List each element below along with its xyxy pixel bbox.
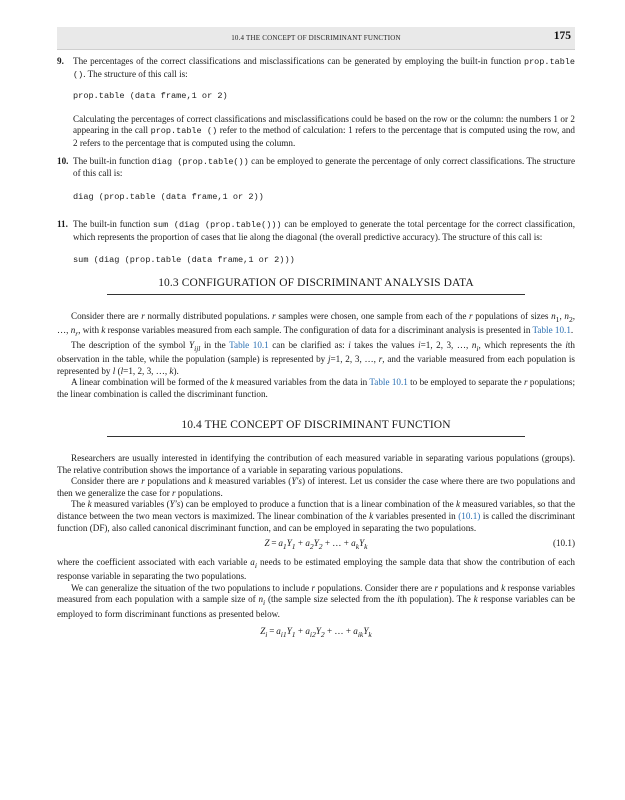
equation-link[interactable]: (10.1) — [458, 510, 481, 521]
item-number: 9. — [57, 56, 64, 66]
table-link[interactable]: Table 10.1 — [532, 325, 571, 336]
equation-10-1: $Z = a_1Y_1 + a_2Y_2$ + … + $a_kY_k$ (10.1) — [264, 538, 575, 551]
paragraph: Consider there are r populations and k measured variables (Y′s) of interest. Let us consider the case where there are two populations and then we generalize the case for r populations. — [57, 476, 576, 498]
list-item-9 — [57, 56, 575, 150]
item-text: The built-in function diag (prop.table()) can be employed to generate the percentage of only correct classifications. The structure of this call is: — [73, 155, 575, 179]
item-number: 11. — [57, 219, 68, 230]
table-link[interactable]: Table 10.1 — [229, 339, 269, 350]
section-10-4-body — [57, 453, 575, 641]
code-block: prop.table (data frame,1 or 2) — [73, 91, 228, 102]
paragraph: A linear combination will be formed of the k measured variables from the data in Table 10.1 to be employed to separate the r populations; the linear combination is called the discriminant function. — [57, 377, 575, 399]
page-number: 175 — [553, 30, 571, 42]
item-text: The built-in function sum (diag (prop.table())) can be employed to generate the total percentage for the correct classification, which represents the proportion of cases that lie along the diagonal (the overall predictive accuracy). The structure of this call is: — [73, 219, 575, 242]
section-heading-10-4 — [107, 420, 525, 437]
equation-zi: $Z_i = a_{i1}Y_1 + a_{i2}Y_2$ + … + $a_{ik}Y_k$ — [260, 626, 372, 639]
section-title: 10.4 THE CONCEPT OF DISCRIMINANT FUNCTION — [181, 419, 451, 432]
section-10-3-body — [57, 311, 575, 401]
section-heading-10-3 — [107, 278, 525, 295]
paragraph: The k measured variables (Y′s) can be employed to produce a function that is a linear combination of the k measured variables, so that the distance between the two mean vectors is maximized. The linear combination of the k variables presented in (10.1) is called the discriminant function (DF), also called canonical discriminant function, and can be employed in separating the two populations. — [57, 499, 576, 533]
item-text: The percentages of the correct classifications and misclassifications can be generated by employing the built-in function prop.table (). The structure of this call is: — [73, 56, 575, 80]
inline-code: diag (prop.table()) — [151, 156, 249, 167]
code-block: diag (prop.table (data frame,1 or 2)) — [73, 191, 264, 202]
page-header — [57, 27, 575, 50]
item-number: 10. — [57, 155, 69, 166]
item-explanation: Calculating the percentages of correct classifications and misclassifications could be based on the row or the column: the numbers 1 or 2 appearing in the call prop.table () refer to the method of calculation: 1 refers to the percentage that is computed using the row, and 2 refers to the percentage that is computed using the column. — [73, 113, 575, 148]
paragraph: The description of the symbol $Y_{ijl}$ in the Table 10.1 can be clarified as: i takes the values i=1, 2, 3, …, $n_i$, which represents the ith observation in the table, while the population (sample) is represented by j=1, 2, 3, …, r, and the variable measured from each population is represented by l (l=1, 2, 3, …, k). — [57, 339, 575, 376]
running-head: 10.4 THE CONCEPT OF DISCRIMINANT FUNCTION — [231, 34, 401, 42]
inline-code: sum (diag (prop.table())) — [152, 220, 282, 231]
paragraph: Consider there are r normally distributed populations. r samples were chosen, one sample from each of the r populations of sizes $n_1$, $n_2$, …, $n_r$, with k response variables measured from each sample. The configuration of data for a discriminant analysis is presented in Table 10.1. — [57, 310, 576, 338]
code-block: sum (diag (prop.table (data frame,1 or 2))) — [73, 254, 295, 265]
paragraph: Researchers are usually interested in identifying the contribution of each measured variable in separating various populations (groups). The relative contribution shows the importance of a variable in separating various populations. — [57, 452, 575, 475]
section-title: 10.3 CONFIGURATION OF DISCRIMINANT ANALYSIS DATA — [158, 277, 474, 290]
inline-code: prop.table () — [150, 126, 218, 137]
page-content — [57, 53, 575, 645]
paragraph: where the coefficient associated with each variable $a_i$ needs to be estimated employing the sample data that show the contribution of each response variable in separating the two populations. — [57, 556, 575, 581]
equation-number: (10.1) — [552, 538, 575, 549]
paragraph: We can generalize the situation of the two populations to include r populations. Consider there are r populations and k response variables measured from each population with a sample size of $n_i$ (the sample size selected from the ith population). The k response variables can be employed to form discriminant functions as presented below. — [57, 582, 575, 619]
table-link[interactable]: Table 10.1 — [369, 377, 408, 388]
inline-code: prop.table () — [73, 57, 575, 80]
list-item-11 — [57, 219, 575, 266]
list-item-10 — [57, 156, 575, 204]
